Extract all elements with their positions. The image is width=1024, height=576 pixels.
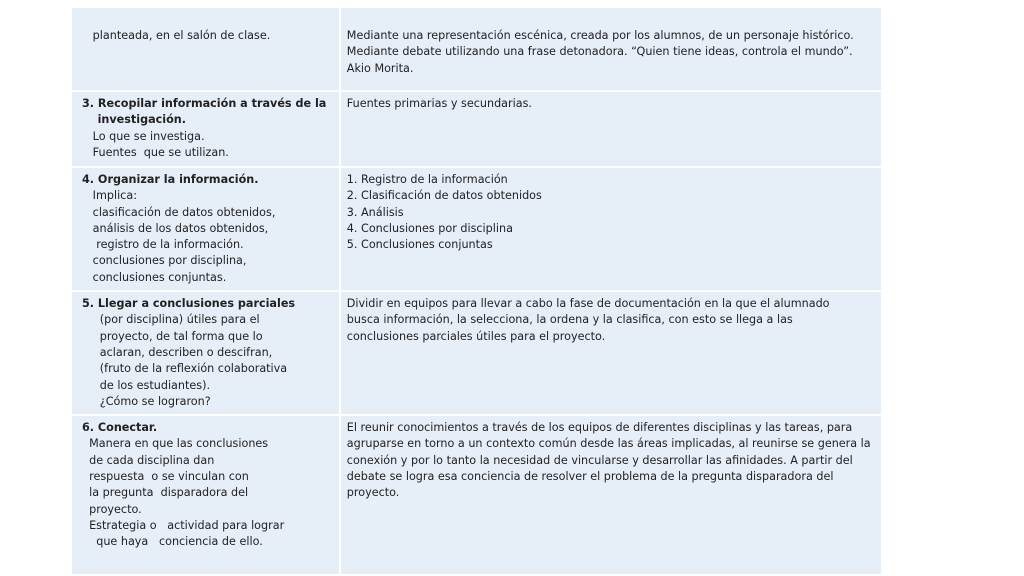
table-row	[71, 167, 882, 291]
step-line: proyecto.	[82, 502, 142, 516]
step-line: Implica:	[82, 189, 137, 203]
description-line: debate se logra esa conciencia de resolver el problema de la pregunta disparadora del	[346, 470, 834, 484]
step-line: ¿Cómo se lograron?	[82, 394, 211, 408]
step-line: conclusiones conjuntas.	[82, 270, 227, 284]
step-line: conclusiones por disciplina,	[82, 254, 247, 268]
description-cell	[340, 415, 882, 575]
table-body	[71, 7, 882, 575]
description-cell	[340, 7, 882, 91]
step-line: la pregunta disparadora del	[82, 486, 249, 500]
step-line: clasificación de datos obtenidos,	[82, 205, 276, 219]
step-line: (fruto de la reflexión colaborativa	[82, 362, 288, 376]
description-cell	[340, 167, 882, 291]
step-line: aclaran, describen o descifran,	[82, 345, 273, 359]
description-text	[341, 8, 881, 81]
description-line: 2. Clasificación de datos obtenidos	[346, 189, 542, 203]
table-row	[71, 291, 882, 415]
step-text	[72, 92, 339, 165]
step-line: análisis de los datos obtenidos,	[82, 221, 269, 235]
table-row	[71, 91, 882, 167]
step-line: 6. Conectar.	[82, 421, 158, 435]
step-text	[72, 168, 339, 290]
description-line: Mediante debate utilizando una frase detonadora. “Quien tiene ideas, controla el mundo”.	[346, 45, 853, 59]
step-line: de los estudiantes).	[82, 378, 211, 392]
description-line: El reunir conocimientos a través de los equipos de diferentes disciplinas y las tareas, para	[346, 421, 853, 435]
description-line: 1. Registro de la información	[346, 173, 508, 186]
step-cell	[71, 415, 340, 575]
table-row	[71, 7, 882, 91]
step-line: 3. Recopilar información a través de la	[82, 97, 327, 110]
description-cell	[340, 91, 882, 167]
description-line: agruparse en torno a un contexto común desde las áreas implicadas, al reunirse se genera la	[346, 437, 871, 451]
description-line: Akio Morita.	[346, 61, 414, 75]
step-line: (por disciplina) útiles para el	[82, 313, 260, 327]
step-line: Estrategia o actividad para lograr	[82, 518, 285, 532]
description-line: 5. Conclusiones conjuntas	[346, 238, 493, 252]
description-line: conexión y por lo tanto la necesidad de vincularse y desarrollar las afinidades. A partir del	[346, 453, 853, 467]
description-line: 4. Conclusiones por disciplina	[346, 221, 513, 235]
step-text	[72, 8, 339, 48]
description-line: proyecto.	[346, 486, 400, 500]
step-cell	[71, 167, 340, 291]
step-line: Fuentes que se utilizan.	[82, 145, 229, 159]
step-line: registro de la información.	[82, 238, 244, 252]
description-line: Fuentes primarias y secundarias.	[346, 97, 532, 110]
description-line: busca información, la selecciona, la ordena y la clasifica, con esto se llega a las	[346, 313, 793, 327]
step-line: proyecto, de tal forma que lo	[82, 329, 263, 343]
step-text	[72, 292, 339, 414]
description-text	[341, 416, 881, 505]
step-line: respuesta o se vinculan con	[82, 470, 249, 484]
description-line: conclusiones parciales útiles para el proyecto.	[346, 329, 606, 343]
description-line: Dividir en equipos para llevar a cabo la fase de documentación en la que el alumnado	[346, 297, 830, 311]
step-line: que haya conciencia de ello.	[82, 535, 263, 549]
step-line: de cada disciplina dan	[82, 453, 215, 467]
step-line: 4. Organizar la información.	[82, 173, 259, 186]
description-cell	[340, 291, 882, 415]
description-text	[341, 92, 881, 116]
step-cell	[71, 7, 340, 91]
methodology-table	[70, 6, 883, 576]
step-cell	[71, 291, 340, 415]
description-text	[341, 168, 881, 257]
description-text	[341, 292, 881, 349]
step-line: Manera en que las conclusiones	[82, 437, 269, 451]
step-cell	[71, 91, 340, 167]
step-line: 5. Llegar a conclusiones parciales	[82, 297, 296, 311]
description-line: 3. Análisis	[346, 205, 404, 219]
step-text	[72, 416, 339, 554]
step-line: investigación.	[82, 113, 187, 127]
table-row	[71, 415, 882, 575]
description-line: Mediante una representación escénica, creada por los alumnos, de un personaje histórico.	[346, 29, 854, 42]
step-line: Lo que se investiga.	[82, 129, 205, 143]
step-line: planteada, en el salón de clase.	[82, 29, 271, 42]
